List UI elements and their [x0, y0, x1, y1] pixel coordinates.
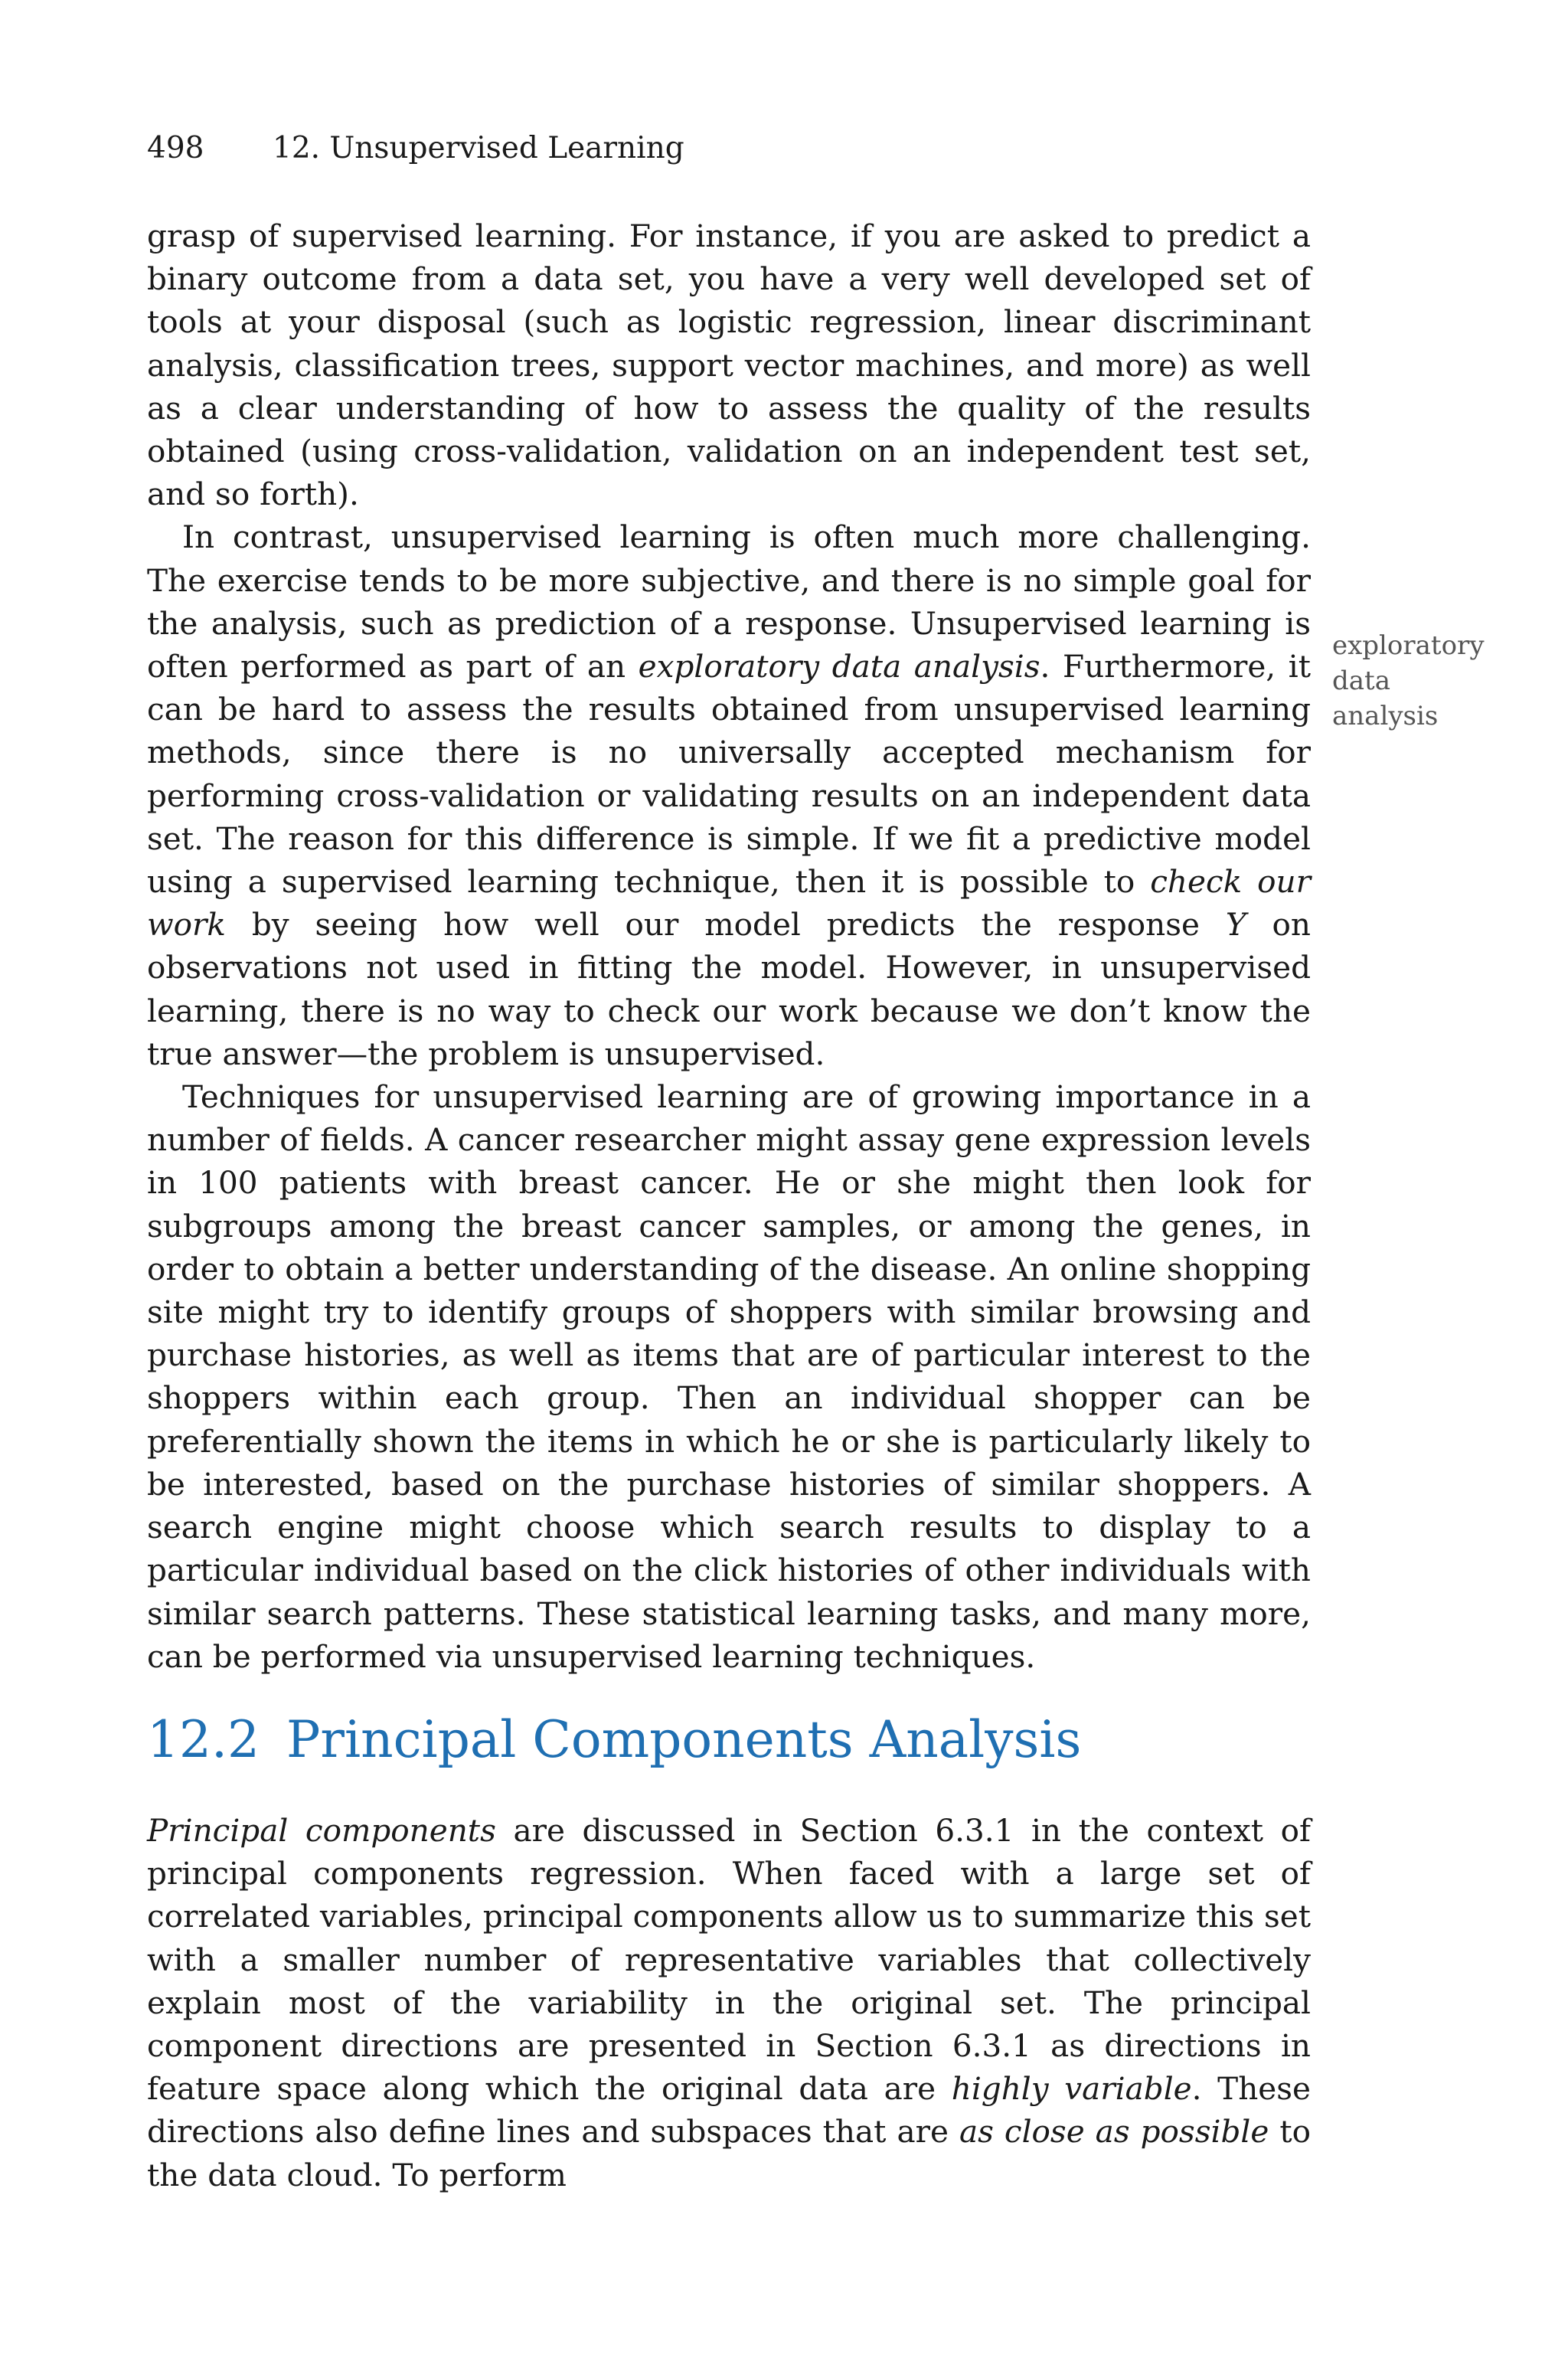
- section-number: 12.2: [147, 1710, 260, 1769]
- paragraph-1: [147, 214, 1311, 515]
- section-paragraph-text-b: . These directions also define lines and subspaces that are: [147, 2070, 1311, 2151]
- running-header: [147, 132, 684, 165]
- paragraph-3-text: Techniques for unsupervised learning are of growing importance in a number of fields. A cancer researcher might assay gene expression levels in 100 patients with breast cancer. He or she might then look for subgroups among the breast cancer samples, or among the genes, in order to obtain a better understanding of the disease. An online shopping site might try to identify groups of shoppers with similar browsing and purchase histories, as well as items that are of particular interest to the shoppers within each group. Then an individual shopper can be preferentially shown the items in which he or she is particularly likely to be interested, based on the purchase histories of similar shoppers. A search engine might choose which search results to display to a particular individual based on the click histories of other individuals with similar search patterns. These statistical learning tasks, and many more, can be performed via unsupervised learning techniques.: [147, 1078, 1311, 1675]
- paragraph-2-text-c: by seeing how well our model predicts the response: [225, 906, 1226, 944]
- section-heading: [147, 1709, 1081, 1771]
- margin-note: [1332, 628, 1516, 734]
- margin-note-line-1: exploratory: [1332, 630, 1485, 661]
- body-text: [147, 214, 1311, 1678]
- section-paragraph-text-a: are discussed in Section 6.3.1 in the context of principal components regression. When faced with a large set of correlated variables, principal components allow us to summarize this set with a smaller number of representative variables that collectively explain most of the variability in the original set. The principal component directions are presented in Section 6.3.1 as directions in feature space along which the original data are: [147, 1812, 1312, 2108]
- section-paragraph: [147, 1809, 1311, 2196]
- term-check-our-work: check our work: [147, 863, 1311, 944]
- section-paragraph-text-c: to the data cloud. To perform: [147, 2113, 1311, 2193]
- variable-y: Y: [1225, 906, 1246, 944]
- paragraph-2-text-b: . Furthermore, it can be hard to assess the results obtained from unsupervised learning methods, since there is no universally accepted mechanism for performing cross-validation or validating results on an independent data set. The reason for this difference is simple. If we fit a predictive model using a supervised learning technique, then it is possible to: [147, 648, 1311, 901]
- term-principal-components: Principal components: [147, 1812, 496, 1849]
- term-as-close-as-possible: as close as possible: [959, 2113, 1269, 2151]
- paragraph-2-text-a: In contrast, unsupervised learning is often much more challenging. The exercise tends to be more subjective, and there is no simple goal for the analysis, such as prediction of a response. Unsupervised learning is often performed as part of an: [147, 518, 1311, 685]
- margin-note-line-3: analysis: [1332, 701, 1439, 731]
- paragraph-2: [147, 515, 1311, 1075]
- section-body: [147, 1809, 1311, 2196]
- running-title: 12. Unsupervised Learning: [273, 131, 684, 165]
- term-highly-variable: highly variable: [951, 2070, 1192, 2108]
- margin-note-line-2: data: [1332, 666, 1390, 696]
- paragraph-1-text: grasp of supervised learning. For instance, if you are asked to predict a binary outcome from a data set, you have a very well developed set of tools at your disposal (such as logistic regression, linear discriminant analysis, classification trees, support vector machines, and more) as well as a clear understanding of how to assess the quality of the results obtained (using cross-validation, validation on an independent test set, and so forth).: [147, 218, 1311, 513]
- section-title: Principal Components Analysis: [286, 1710, 1082, 1769]
- term-exploratory-data-analysis: exploratory data analysis: [638, 648, 1040, 685]
- page-number: 498: [147, 131, 204, 165]
- paragraph-3: [147, 1075, 1311, 1678]
- paragraph-2-text-d: on observations not used in fitting the model. However, in unsupervised learning, there is no way to check our work because we don’t know the true answer—the problem is unsupervised.: [147, 906, 1311, 1072]
